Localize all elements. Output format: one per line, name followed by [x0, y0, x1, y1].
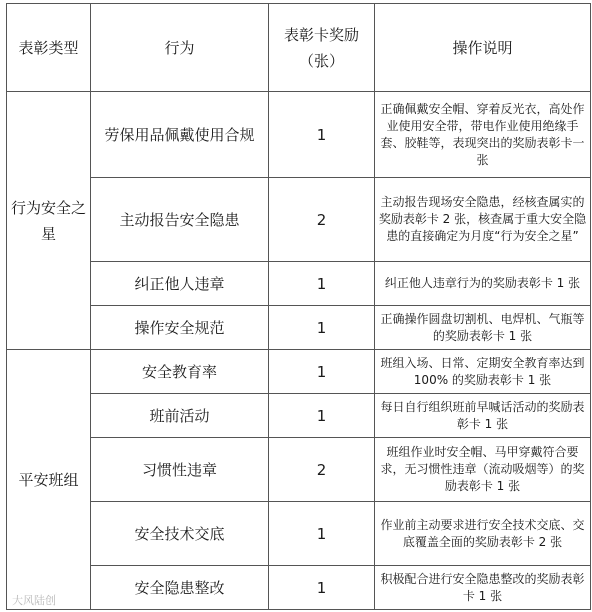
header-type: 表彰类型: [7, 4, 91, 92]
cards-cell: 1: [269, 502, 375, 566]
description-cell: 每日自行组织班前早喊话活动的奖励表彰卡 1 张: [375, 394, 591, 438]
behavior-cell: 班前活动: [91, 394, 269, 438]
cards-cell: 1: [269, 262, 375, 306]
reward-table: [6, 3, 591, 610]
description-cell: 主动报告现场安全隐患，经核查属实的奖励表彰卡 2 张，核查属于重大安全隐患的直接确定为月度“行为安全之星”: [375, 178, 591, 262]
header-row: [7, 4, 591, 92]
table-row: [7, 394, 591, 438]
table-row: [7, 566, 591, 610]
cards-cell: 1: [269, 92, 375, 178]
table-row: [7, 92, 591, 178]
behavior-cell: 纠正他人违章: [91, 262, 269, 306]
description-cell: 作业前主动要求进行安全技术交底、交底覆盖全面的奖励表彰卡 2 张: [375, 502, 591, 566]
header-description: 操作说明: [375, 4, 591, 92]
cards-cell: 1: [269, 306, 375, 350]
cards-cell: 2: [269, 178, 375, 262]
description-cell: 正确佩戴安全帽、穿着反光衣，高处作业使用安全带，带电作业使用绝缘手套、胶鞋等，表现突出的奖励表彰卡一张: [375, 92, 591, 178]
behavior-cell: 主动报告安全隐患: [91, 178, 269, 262]
behavior-cell: 安全技术交底: [91, 502, 269, 566]
behavior-cell: 安全教育率: [91, 350, 269, 394]
cards-cell: 1: [269, 566, 375, 610]
header-cards: 表彰卡奖励（张）: [269, 4, 375, 92]
description-cell: 纠正他人违章行为的奖励表彰卡 1 张: [375, 262, 591, 306]
watermark: 大风陆创: [12, 594, 56, 607]
behavior-cell: 习惯性违章: [91, 438, 269, 502]
description-cell: 积极配合进行安全隐患整改的奖励表彰卡 1 张: [375, 566, 591, 610]
description-cell: 正确操作圆盘切割机、电焊机、气瓶等的奖励表彰卡 1 张: [375, 306, 591, 350]
table-row: [7, 262, 591, 306]
table-row: [7, 306, 591, 350]
table-row: [7, 350, 591, 394]
category-cell: 行为安全之星: [7, 92, 91, 350]
table-row: [7, 438, 591, 502]
cards-cell: 2: [269, 438, 375, 502]
header-behavior: 行为: [91, 4, 269, 92]
category-cell: 平安班组: [7, 350, 91, 610]
behavior-cell: 安全隐患整改: [91, 566, 269, 610]
description-cell: 班组作业时安全帽、马甲穿戴符合要求，无习惯性违章（流动吸烟等）的奖励表彰卡 1 张: [375, 438, 591, 502]
description-cell: 班组入场、日常、定期安全教育率达到 100% 的奖励表彰卡 1 张: [375, 350, 591, 394]
table-row: [7, 178, 591, 262]
table-row: [7, 502, 591, 566]
behavior-cell: 操作安全规范: [91, 306, 269, 350]
cards-cell: 1: [269, 350, 375, 394]
behavior-cell: 劳保用品佩戴使用合规: [91, 92, 269, 178]
cards-cell: 1: [269, 394, 375, 438]
